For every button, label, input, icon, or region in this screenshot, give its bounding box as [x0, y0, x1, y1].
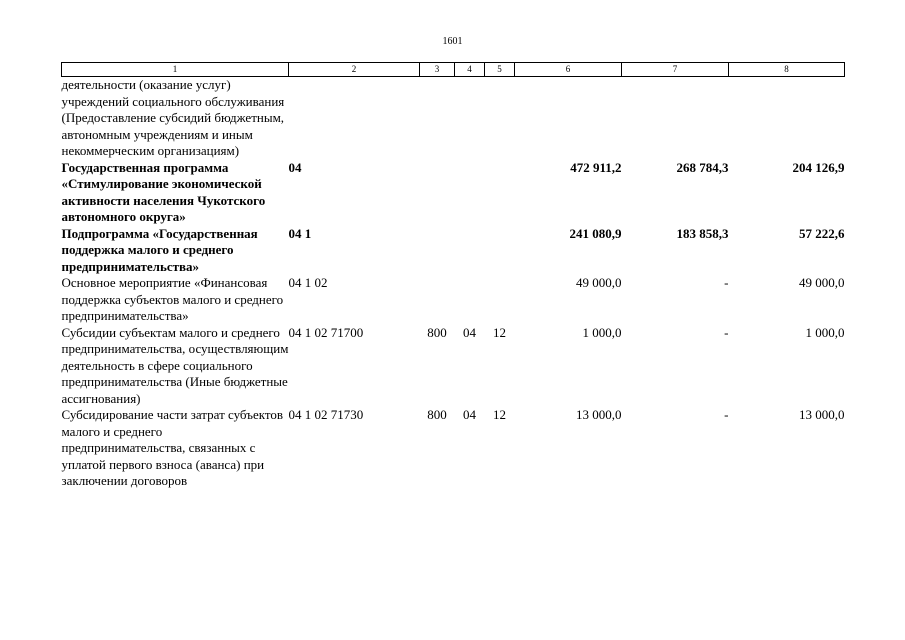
target-code-cell: 04 1	[288, 225, 312, 241]
section-cell: 04	[463, 407, 476, 422]
expense-type-cell	[420, 226, 455, 276]
expense-type-cell	[420, 160, 455, 226]
column-header-7: 7	[622, 63, 729, 77]
expense-type-cell	[420, 77, 455, 160]
page-number: 1601	[442, 36, 463, 47]
item-name-cell: Государственная программа «Стимулирование экономической активности населения Чукотского автономного округа»	[61, 159, 266, 224]
column-header-1: 1	[62, 63, 289, 77]
target-code-cell: 04 1 02	[288, 275, 328, 290]
subsection-cell	[485, 160, 515, 226]
target-code-cell: 04 1 02 71700	[288, 324, 364, 340]
target-code-cell: 04 1 02 71730	[288, 407, 364, 422]
subsection-cell: 12	[493, 407, 506, 422]
subsection-cell	[485, 226, 515, 276]
section-cell	[455, 226, 485, 276]
item-name-cell: Субсидии субъектам малого и среднего предпринимательства, осуществляющим деятельность в сфере социального предпринимательства (Иные бюджетные ассигнования)	[61, 324, 289, 406]
budget-table	[61, 62, 845, 490]
item-name-cell: деятельности (оказание услуг) учреждений социального обслуживания (Предоставление субсидий бюджетным, автономным учреждениям и иным некоммерческим организациям)	[61, 77, 285, 158]
amount-col7-cell: 268 784,3	[676, 159, 729, 175]
total-amount-cell: 13 000,0	[576, 407, 622, 422]
column-header-2: 2	[289, 63, 420, 77]
table-body	[62, 77, 845, 490]
table-row	[62, 325, 845, 408]
total-amount-cell: 241 080,9	[569, 225, 622, 241]
table-row	[62, 407, 845, 490]
amount-col7-cell	[622, 77, 729, 160]
section-cell	[455, 160, 485, 226]
expense-type-cell	[420, 275, 455, 325]
section-cell: 04	[463, 324, 476, 340]
table-row	[62, 160, 845, 226]
amount-col7-cell: -	[724, 275, 729, 290]
amount-col8-cell: 204 126,9	[792, 159, 845, 175]
total-amount-cell: 1 000,0	[582, 324, 622, 340]
target-code-cell: 04	[288, 159, 302, 175]
column-header-4: 4	[455, 63, 485, 77]
amount-col7-cell: -	[724, 324, 729, 340]
amount-col8-cell: 49 000,0	[799, 275, 845, 290]
section-cell	[455, 275, 485, 325]
subsection-cell: 12	[493, 324, 506, 340]
amount-col8-cell: 13 000,0	[799, 407, 845, 422]
item-name-cell: Основное мероприятие «Финансовая поддержка субъектов малого и среднего предпринимательства»	[61, 275, 284, 323]
expense-type-cell: 800	[427, 324, 447, 340]
expense-type-cell: 800	[427, 407, 447, 422]
section-cell	[455, 77, 485, 160]
amount-col8-cell: 1 000,0	[805, 324, 845, 340]
amount-col7-cell: 183 858,3	[676, 225, 729, 241]
column-header-8: 8	[729, 63, 845, 77]
subsection-cell	[485, 77, 515, 160]
table-row	[62, 226, 845, 276]
column-header-5: 5	[485, 63, 515, 77]
total-amount-cell	[515, 77, 622, 160]
column-number-header-row	[62, 63, 845, 77]
table-row	[62, 275, 845, 325]
item-name-cell: Субсидирование части затрат субъектов малого и среднего предпринимательства, связанных с уплатой первого взноса (аванса) при заключении договоров	[61, 407, 284, 488]
total-amount-cell: 49 000,0	[576, 275, 622, 290]
subsection-cell	[485, 275, 515, 325]
total-amount-cell: 472 911,2	[570, 159, 622, 175]
amount-col8-cell: 57 222,6	[799, 225, 845, 241]
amount-col7-cell: -	[724, 407, 729, 422]
item-name-cell: Подпрограмма «Государственная поддержка малого и среднего предпринимательства»	[61, 225, 258, 274]
amount-col8-cell	[729, 77, 845, 160]
table-row	[62, 77, 845, 160]
column-header-6: 6	[515, 63, 622, 77]
column-header-3: 3	[420, 63, 455, 77]
target-code-cell	[289, 77, 420, 160]
